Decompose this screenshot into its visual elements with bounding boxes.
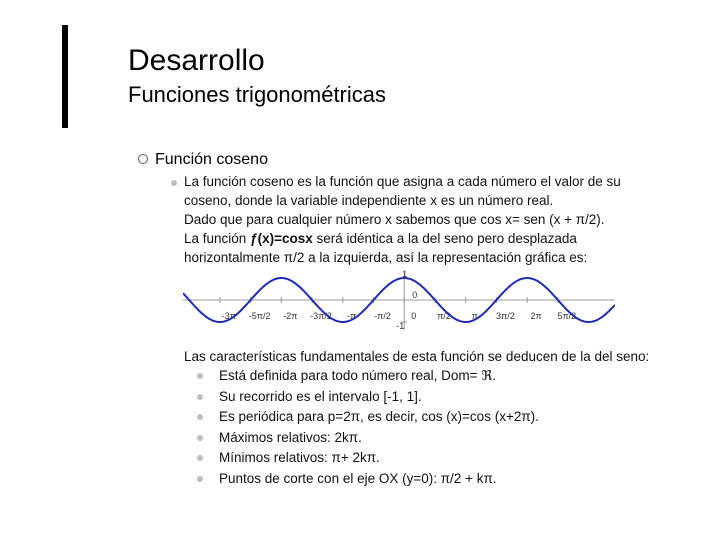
bullet-icon <box>197 435 203 441</box>
ring-bullet-icon <box>138 154 148 164</box>
x-tick-label: 5π/2 <box>557 311 577 321</box>
bullet-icon <box>171 180 177 186</box>
properties-intro: Las características fundamentales de esta función se deducen de la del seno: <box>184 349 650 364</box>
bullet-icon <box>197 455 203 461</box>
y-tick-label: 0 <box>412 290 418 300</box>
property-item: Mínimos relativos: π+ 2kπ. <box>219 450 380 465</box>
y-tick-label: -1 <box>396 321 405 331</box>
x-tick-label: 2π <box>530 311 542 321</box>
paragraph-text: La función <box>184 231 251 246</box>
paragraph-line: horizontalmente π/2 a la izquierda, así la representación gráfica es: <box>184 250 588 265</box>
cosine-chart <box>183 270 615 332</box>
bullet-icon <box>197 373 203 379</box>
paragraph-line <box>184 229 664 248</box>
x-tick-label: -π/2 <box>374 311 391 321</box>
property-item: Máximos relativos: 2kπ. <box>219 429 362 445</box>
y-tick-label: 1 <box>402 270 408 279</box>
function-formula: ƒ(x)=cosx <box>250 231 313 246</box>
properties-list <box>219 366 539 489</box>
bullet-icon <box>197 414 203 420</box>
bullet-icon <box>197 476 203 482</box>
slide-title: Desarrollo <box>128 44 265 77</box>
x-tick-label: π <box>471 311 478 321</box>
property-item: Puntos de corte con el eje OX (y=0): π/2 + kπ. <box>219 470 497 486</box>
slide-subtitle: Funciones trigonométricas <box>128 82 387 107</box>
property-item: Su recorrido es el intervalo [-1, 1]. <box>219 388 422 404</box>
x-tick-label: -2π <box>283 311 298 321</box>
paragraph-line: La función coseno es la función que asigna a cada número el valor de su <box>184 174 621 189</box>
paragraph-text: será idéntica a la del seno pero desplazada <box>312 231 577 246</box>
x-tick-label: π/2 <box>437 311 451 321</box>
section-heading: Función coseno <box>155 151 268 168</box>
x-tick-label: -5π/2 <box>248 311 271 321</box>
accent-bar <box>62 25 68 128</box>
x-tick-label: 0 <box>411 311 417 321</box>
property-item: Es periódica para p=2π, es decir, cos (x)=cos (x+2π). <box>219 409 539 424</box>
paragraph-line: Dado que para cualquier número x sabemos que cos x= sen (x + π/2). <box>184 212 605 227</box>
property-item: Está definida para todo número real, Dom= ℜ. <box>219 368 497 383</box>
bullet-icon <box>197 394 203 400</box>
x-tick-label: -π <box>347 311 357 321</box>
x-tick-label: -3π <box>221 311 236 321</box>
x-tick-label: 3π/2 <box>496 311 515 321</box>
description-paragraph <box>184 172 664 267</box>
paragraph-line: coseno, donde la variable independiente x es un número real. <box>184 193 554 208</box>
x-tick-label: -3π/2 <box>310 311 332 321</box>
